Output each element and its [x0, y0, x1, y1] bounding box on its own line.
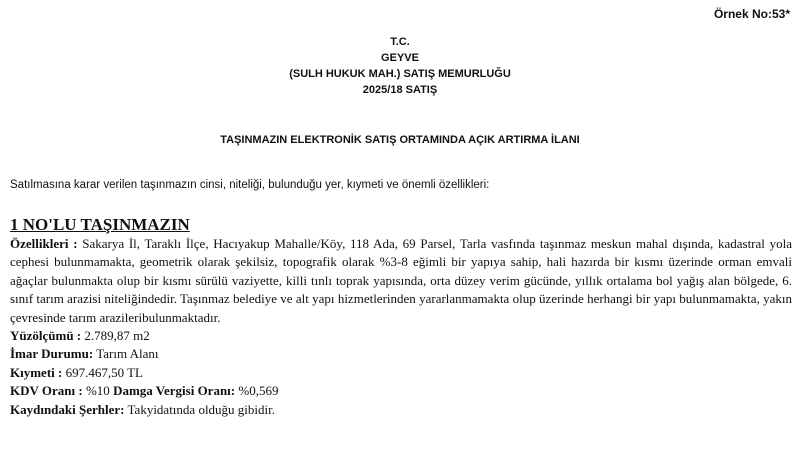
header-line-office: (SULH HUKUK MAH.) SATIŞ MEMURLUĞU	[289, 68, 511, 80]
area-value: 2.789,87 m2	[81, 328, 150, 344]
property-features	[10, 235, 792, 327]
kdv-value: %10	[82, 383, 114, 399]
header-line-case-number: 2025/18 SATIŞ	[362, 84, 438, 96]
property-zoning	[10, 345, 792, 363]
annotations-label: Kaydındaki Şerhler:	[10, 401, 125, 417]
value-amount: 697.467,50 TL	[62, 364, 143, 380]
property-annotations	[10, 401, 792, 419]
area-label: Yüzölçümü :	[10, 328, 82, 344]
zoning-value: Tarım Alanı	[93, 346, 159, 362]
features-label: Özellikleri :	[10, 236, 78, 251]
features-value: Sakarya İl, Taraklı İlçe, Hacıyakup Mahalle/Köy, 118 Ada, 69 Parsel, Tarla vasfında taşınmaz meskun mahal dışında, kadastral yola cephesi bulunmamakta, geometrik olarak şekilsiz, topografik olarak %3-8 eğimli bir yapıya sahip, hali hazırda bir kısmı üzerinde orman emvali ağaçlar bulunmakta olup bir kısmı sürülü vaziyette, killi tınlı toprak yapısında, orta düzey verim gücünde, yıllık ortalama bol yağış alan bölgede, 6. sınıf tarım arazisi niteliğindedir. Taşınmaz belediye ve alt yapı hizmetlerinden yararlanmamakta olup üzerinde herhangi bir yapı bulunmamakta, yakın çevresinde tarım arazileribulunmaktadır.	[10, 236, 792, 325]
property-area	[10, 327, 792, 345]
stamp-tax-value: %0,569	[235, 383, 279, 399]
intro-text: Satılmasına karar verilen taşınmazın cinsi, niteliği, bulunduğu yer, kıymeti ve önemli özellikleri:	[10, 179, 490, 191]
document-header	[0, 34, 800, 98]
value-label: Kıymeti :	[10, 364, 63, 380]
property-value	[10, 364, 792, 382]
announcement-title: TAŞINMAZIN ELEKTRONİK SATIŞ ORTAMINDA AÇIK ARTIRMA İLANI	[220, 134, 580, 146]
header-line-city: GEYVE	[381, 52, 419, 64]
property-section	[10, 215, 792, 419]
stamp-tax-label: Damga Vergisi Oranı:	[113, 383, 236, 399]
property-title: 1 NO'LU TAŞINMAZIN	[10, 215, 190, 234]
sample-number: Örnek No:53*	[713, 7, 790, 21]
annotations-value: Takyidatında olduğu gibidir.	[124, 401, 276, 417]
kdv-label: KDV Oranı :	[10, 383, 83, 399]
header-line-tc: T.C.	[390, 36, 410, 48]
property-tax-rates	[10, 382, 792, 400]
zoning-label: İmar Durumu:	[10, 346, 94, 362]
